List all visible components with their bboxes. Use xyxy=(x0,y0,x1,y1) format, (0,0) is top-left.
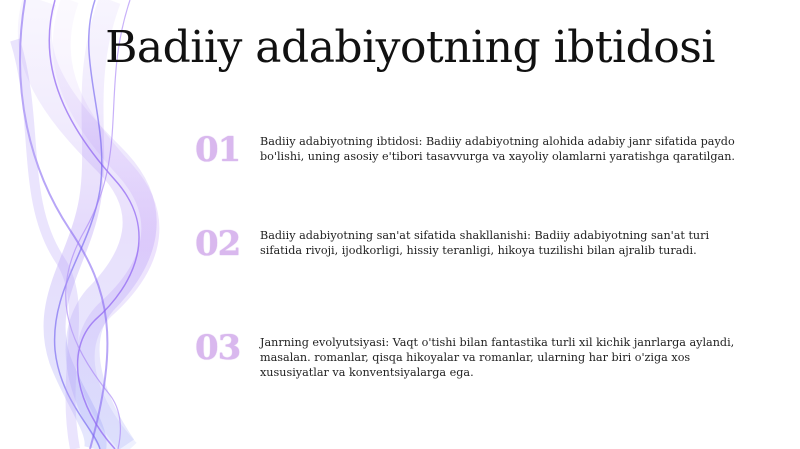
item-text: Badiiy adabiyotning ibtidosi: Badiiy adabiyotning alohida adabiy janr sifatida paydo bo'lishi, uning asosiy e'tibori tasavvurga va xayoliy olamlarni yaratishga qaratilgan. xyxy=(260,135,735,163)
item-text: Janrning evolyutsiyasi: Vaqt o'tishi bilan fantastika turli xil kichik janrlarga aylandi, masalan. romanlar, qisqa hikoyalar va romanlar, ularning har biri o'ziga xos xususiyatlar va konventsiyalarga ega. xyxy=(260,336,735,379)
item-number: 02 xyxy=(195,224,241,264)
item-number: 01 xyxy=(195,130,241,170)
slide-title: Badiiy adabiyotning ibtidosi xyxy=(105,22,715,73)
item-number: 03 xyxy=(195,328,241,368)
item-text: Badiiy adabiyotning san'at sifatida shakllanishi: Badiiy adabiyotning san'at turi sifatida rivoji, ijodkorligi, hissiy teranligi, hikoya tuzilishi bilan ajralib turadi. xyxy=(260,229,710,257)
